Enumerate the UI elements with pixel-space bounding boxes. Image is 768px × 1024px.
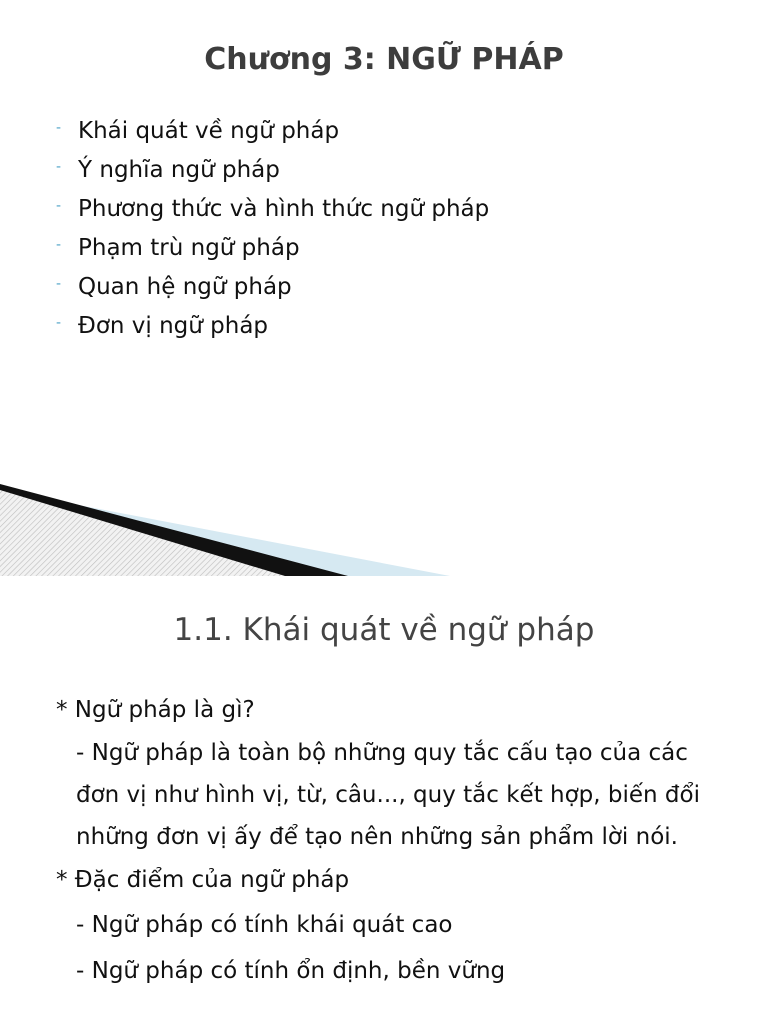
- slide-title: Chương 3: NGỮ PHÁP: [204, 42, 564, 77]
- dash-bullet-icon: -: [56, 198, 62, 214]
- dash-bullet-icon: -: [56, 315, 62, 331]
- list-item: - Phạm trù ngữ pháp: [56, 229, 489, 268]
- dash-bullet-icon: -: [56, 120, 62, 136]
- topic-list: [56, 112, 489, 346]
- dash-bullet-icon: -: [56, 276, 62, 292]
- slide-grammar-overview: [0, 576, 768, 1024]
- list-item: - Đơn vị ngữ pháp: [56, 307, 489, 346]
- list-item: - Ý nghĩa ngữ pháp: [56, 151, 489, 190]
- definition-paragraph: [56, 732, 736, 858]
- question-heading: * Ngữ pháp là gì?: [56, 697, 255, 723]
- definition-line: - Ngữ pháp là toàn bộ những quy tắc cấu tạo của các: [76, 740, 688, 766]
- feature-item: - Ngữ pháp có tính khái quát cao: [76, 912, 453, 938]
- slide-title: 1.1. Khái quát về ngữ pháp: [173, 612, 595, 648]
- list-item: - Phương thức và hình thức ngữ pháp: [56, 190, 489, 229]
- list-item: - Quan hệ ngữ pháp: [56, 268, 489, 307]
- list-item: - Khái quát về ngữ pháp: [56, 112, 489, 151]
- definition-line: đơn vị như hình vị, từ, câu..., quy tắc kết hợp, biến đổi: [76, 782, 700, 808]
- slide-content: [56, 688, 736, 994]
- feature-item: - Ngữ pháp có tính ổn định, bền vững: [76, 958, 506, 984]
- dash-bullet-icon: -: [56, 237, 62, 253]
- definition-line: những đơn vị ấy để tạo nên những sản phẩm lời nói.: [76, 824, 678, 850]
- decorative-wave-shape: [0, 470, 768, 576]
- question-heading: * Đặc điểm của ngữ pháp: [56, 867, 350, 893]
- dash-bullet-icon: -: [56, 159, 62, 175]
